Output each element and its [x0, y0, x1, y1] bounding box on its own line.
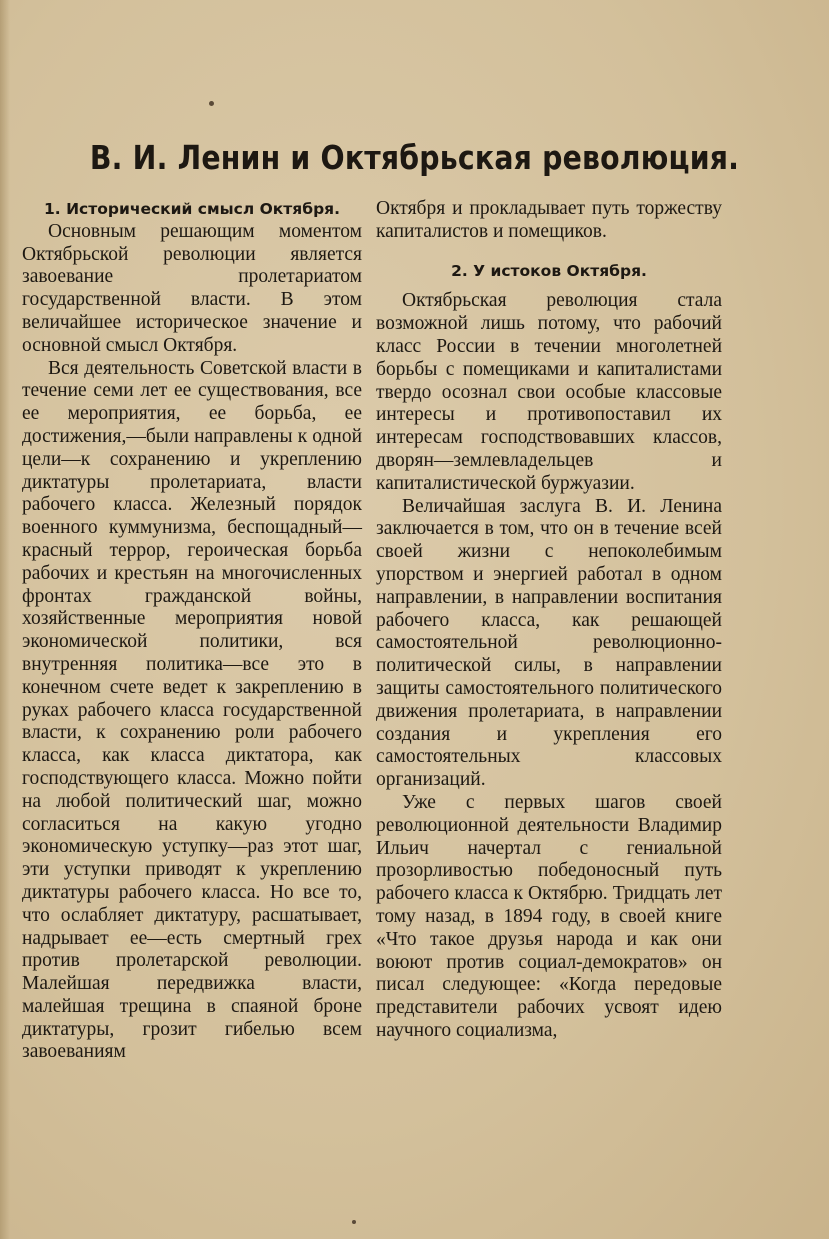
paragraph: Величайшая заслуга В. И. Ленина заключается в том, что он в течение всей своей жизни с непоколебимым упорством и энергией работал в одном направлении, в направлении воспитания рабочего класса, как решающей самостоятельной революционно-политической силы, в направлении защиты самостоятельного политического движения пролетариата, в направлении создания и укрепления его самостоятельных классовых организаций. [376, 495, 722, 791]
print-speck [352, 1220, 356, 1224]
section-heading-1: 1. Исторический смысл Октября. [44, 200, 340, 218]
article-title: В. И. Ленин и Октябрьская революция. [89, 138, 740, 177]
paragraph: Основным решающим моментом Октябрьской революции является завоевание пролетариатом государственной власти. В этом величайшее историческое значение и основной смысл Октября. [22, 220, 362, 356]
paragraph: Вся деятельность Советской власти в течение семи лет ее существования, все ее мероприятия, ее борьба, ее достижения,—были направлены к одной цели—к сохранению и укреплению диктатуры пролетариата, власти рабочего класса. Железный порядок военного куммунизма, беспощадный—красный террор, героическая борьба рабочих и крестьян на многочисленных фронтах гражданской войны, хозяйственные мероприятия новой экономической политики, вся внутренняя политика—все это в конечном счете ведет к закреплению в руках рабочего класса государственной власти, к сохранению роли рабочего класса, как класса диктатора, как господствующего класса. Можно пойти на любой политический шаг, можно согласиться на какую угодно экономическую уступку—раз этот шаг, эти уступки приводят к укреплению диктатуры рабочего класса. Но все то, что ослабляет диктатуру, расшатывает, надрывает ее—есть смертный грех против пролетарской революции. Малейшая передвижка власти, малейшая трещина в спаяной броне диктатуры, грозит гибелью всем завоеваниям [22, 357, 362, 1063]
print-speck [209, 101, 214, 106]
paragraph: Уже с первых шагов своей революционной деятельности Владимир Ильич начертал с гениальной прозорливостью победоносный путь рабочего класса к Октябрю. Тридцать лет тому назад, в 1894 году, в своей книге «Что такое друзья народа и как они воюют против социал-демократов» он писал следующее: «Когда передовые представители рабочих усвоят идею научного социализма, [376, 791, 722, 1041]
left-column [22, 198, 362, 1064]
right-column [376, 198, 722, 1043]
page-edge-shadow [0, 0, 10, 1239]
section-heading-2: 2. У истоков Октября. [451, 261, 647, 280]
paragraph-continuation: Октября и прокладывает путь торжеству капиталистов и помещиков. [376, 198, 722, 242]
paragraph: Октябрьская революция стала возможной лишь потому, что рабочий класс России в течении многолетней борьбы с помещиками и капиталистами твердо осознал свои особые классовые интересы и противопоставил их интересам господствовавших классов, дворян—землевладельцев и капиталистической буржуазии. [376, 290, 722, 494]
